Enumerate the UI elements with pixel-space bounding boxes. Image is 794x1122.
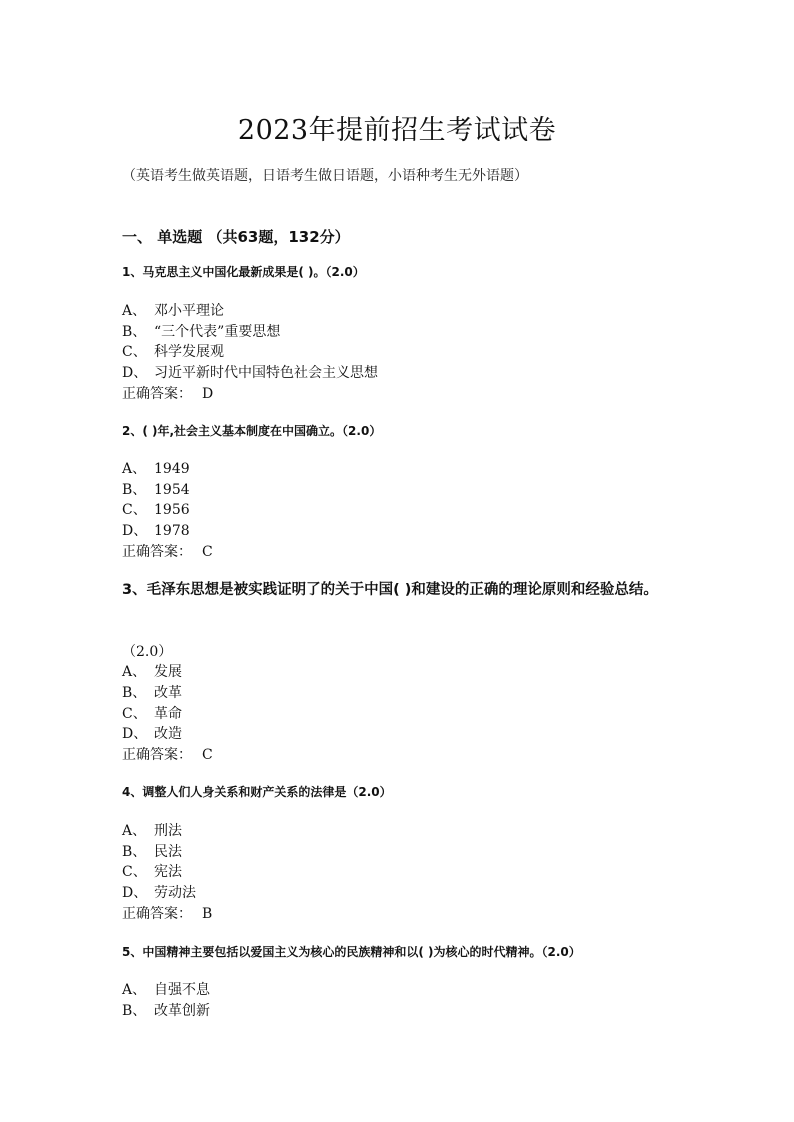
option-text: 1956 [154,502,190,518]
answer-label: 正确答案： [122,386,192,402]
answer-value: B [202,906,213,922]
option-text: “三个代表”重要思想 [154,324,281,340]
option-letter: A、 [122,664,147,680]
option-text: 改革创新 [154,1003,210,1019]
question-4-answer [122,904,212,924]
option-letter: B、 [122,482,147,498]
option-letter: B、 [122,324,147,340]
option-text: 科学发展观 [154,344,224,360]
answer-label: 正确答案： [122,906,192,922]
option-letter: B、 [122,844,147,860]
option-text: 1954 [154,482,190,498]
option-text: 1978 [154,523,190,539]
option-letter: C、 [122,344,147,360]
question-4-option-d [122,883,196,903]
option-letter: C、 [122,502,147,518]
option-text: 自强不息 [154,982,210,998]
option-letter: C、 [122,864,147,880]
question-3-option-a [122,662,182,682]
answer-label: 正确答案： [122,544,192,560]
option-letter: A、 [122,823,147,839]
question-5-stem: 5、中国精神主要包括以爱国主义为核心的民族精神和以( )为核心的时代精神。（2.0） [122,945,581,959]
question-1-stem: 1、马克思主义中国化最新成果是( )。（2.0） [122,265,365,279]
page-title: 2023年提前招生考试试卷 [237,115,557,146]
question-1-option-d [122,363,378,383]
question-1-answer [122,384,213,404]
option-text: 宪法 [154,864,182,880]
question-2-option-a [122,459,190,479]
question-2-option-c [122,500,190,520]
option-text: 改革 [154,685,182,701]
option-text: 劳动法 [154,885,196,901]
option-letter: A、 [122,461,147,477]
page-subtitle: （英语考生做英语题，日语考生做日语题，小语种考生无外语题） [122,168,528,184]
answer-label: 正确答案： [122,747,192,763]
question-4-option-a [122,821,182,841]
question-3-answer [122,745,213,765]
option-text: 习近平新时代中国特色社会主义思想 [154,365,378,381]
answer-value: D [202,386,214,402]
answer-value: C [202,747,213,763]
option-text: 1949 [154,461,190,477]
question-4-option-b [122,842,182,862]
question-3-option-d [122,724,182,744]
question-3-option-b [122,683,182,703]
option-letter: A、 [122,982,147,998]
option-text: 发展 [154,664,182,680]
option-letter: B、 [122,1003,147,1019]
option-letter: C、 [122,706,147,722]
option-text: 刑法 [154,823,182,839]
option-letter: A、 [122,303,147,319]
question-1-option-b [122,322,280,342]
question-2-option-d [122,521,190,541]
question-4-option-c [122,862,182,882]
option-text: 革命 [154,706,182,722]
question-3-option-c [122,704,182,724]
question-5-option-a [122,980,210,1000]
option-letter: D、 [122,365,148,381]
option-text: 民法 [154,844,182,860]
answer-value: C [202,544,213,560]
question-4-stem: 4、调整人们人身关系和财产关系的法律是（2.0） [122,785,392,799]
option-text: 改造 [154,726,182,742]
section-heading: 一、 单选题 （共63题，132分） [122,228,350,246]
option-letter: B、 [122,685,147,701]
question-1-option-a [122,301,224,321]
option-letter: D、 [122,523,148,539]
question-1-option-c [122,342,224,362]
option-text: 邓小平理论 [154,303,224,319]
question-2-option-b [122,480,190,500]
question-3-stem: 3、毛泽东思想是被实践证明了的关于中国( )和建设的正确的理论原则和经验总结。 [122,582,658,598]
question-2-stem: 2、( )年,社会主义基本制度在中国确立。（2.0） [122,424,382,438]
option-letter: D、 [122,885,148,901]
option-letter: D、 [122,726,148,742]
question-2-answer [122,542,213,562]
question-3-score: （2.0） [122,644,173,660]
question-5-option-b [122,1001,210,1021]
